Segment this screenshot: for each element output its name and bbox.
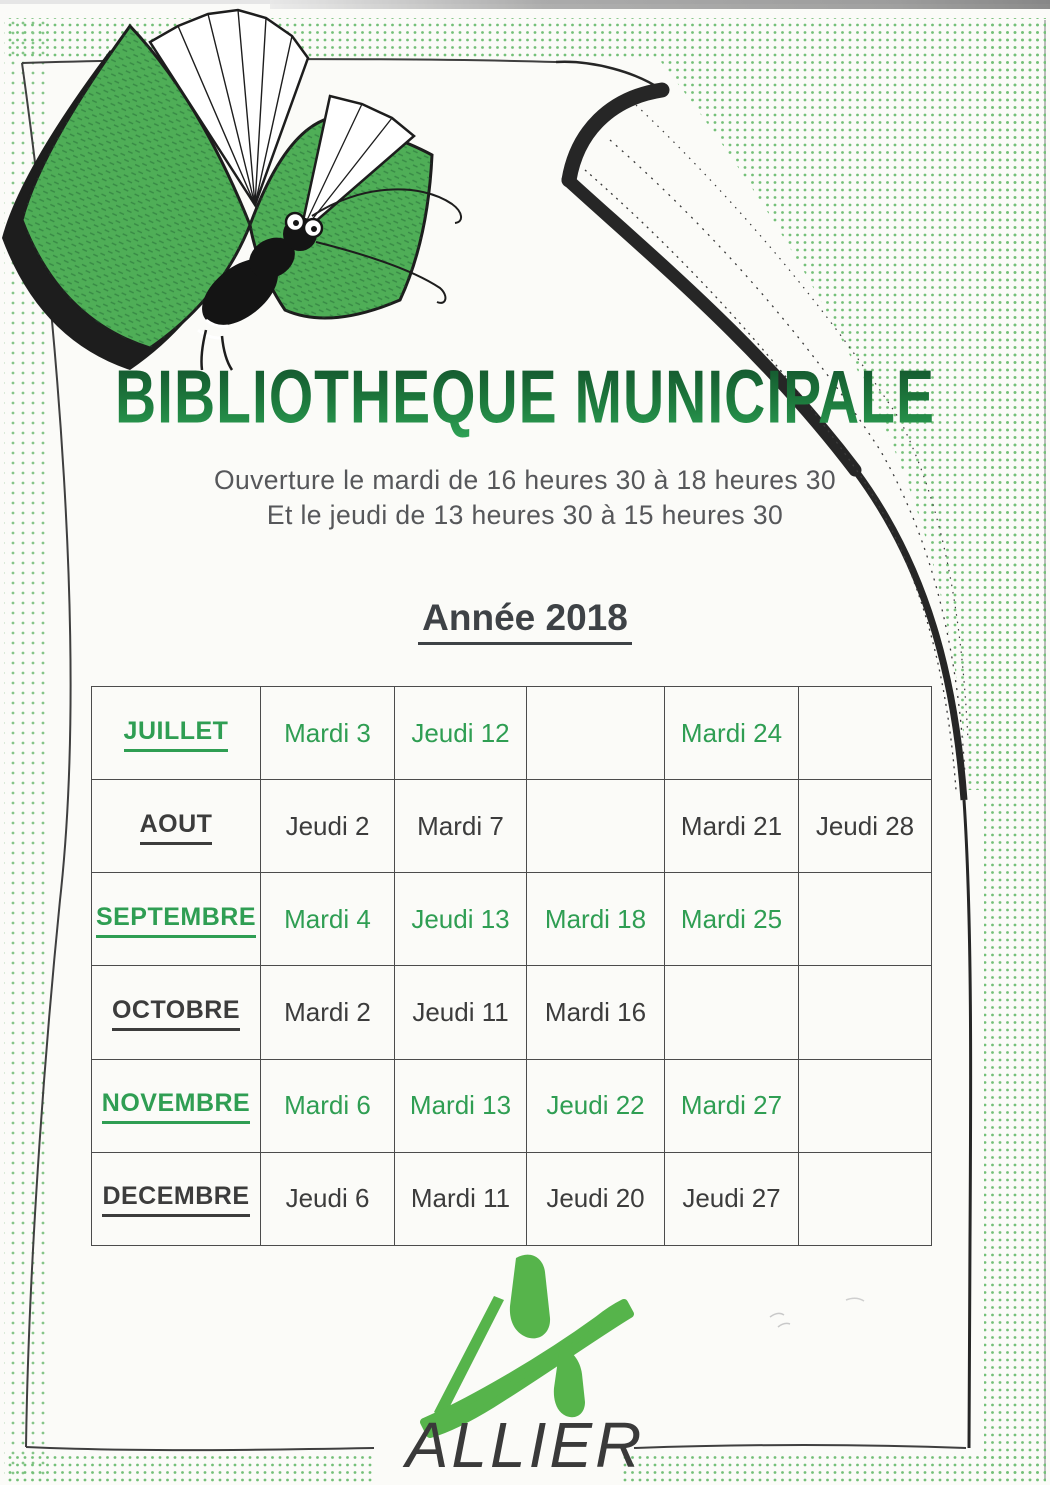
table-row-novembre	[92, 1059, 932, 1152]
date-cell: Mardi 2	[261, 966, 395, 1059]
table-row-decembre	[92, 1152, 932, 1245]
date-cell: Jeudi 2	[261, 780, 395, 873]
month-cell: AOUT	[92, 780, 261, 873]
opening-hours-line-1: Ouverture le mardi de 16 heures 30 à 18 heures 30	[213, 465, 837, 495]
month-cell: SEPTEMBRE	[92, 873, 261, 966]
month-cell: JUILLET	[92, 687, 261, 780]
date-cell	[665, 966, 799, 1059]
date-cell: Mardi 18	[527, 873, 665, 966]
date-cell: Mardi 21	[665, 780, 799, 873]
date-cell: Mardi 24	[665, 687, 799, 780]
allier-logo-text: ALLIER	[405, 1409, 645, 1481]
opening-hours	[0, 463, 1050, 533]
date-cell: Mardi 13	[395, 1059, 527, 1152]
library-title: BIBLIOTHEQUE MUNICIPALE	[0, 354, 1050, 441]
date-cell: Mardi 7	[395, 780, 527, 873]
date-cell	[527, 780, 665, 873]
date-cell	[799, 687, 932, 780]
opening-hours-line-2: Et le jeudi de 13 heures 30 à 15 heures 30	[266, 500, 784, 530]
month-cell: DECEMBRE	[92, 1152, 261, 1245]
date-cell	[799, 1152, 932, 1245]
open-book-illustration	[2, 10, 461, 370]
date-cell: Mardi 4	[261, 873, 395, 966]
date-cell: Jeudi 22	[527, 1059, 665, 1152]
date-cell: Mardi 6	[261, 1059, 395, 1152]
year-heading: Année 2018	[0, 597, 1050, 645]
date-cell: Jeudi 27	[665, 1152, 799, 1245]
table-row-septembre	[92, 873, 932, 966]
month-cell: OCTOBRE	[92, 966, 261, 1059]
date-cell: Jeudi 20	[527, 1152, 665, 1245]
date-cell: Mardi 25	[665, 873, 799, 966]
date-cell: Jeudi 11	[395, 966, 527, 1059]
date-cell: Jeudi 13	[395, 873, 527, 966]
month-cell: NOVEMBRE	[92, 1059, 261, 1152]
table-row-octobre	[92, 966, 932, 1059]
date-cell	[799, 1059, 932, 1152]
table-row-juillet	[92, 687, 932, 780]
date-cell	[799, 873, 932, 966]
date-cell: Jeudi 6	[261, 1152, 395, 1245]
date-cell: Jeudi 12	[395, 687, 527, 780]
date-cell: Mardi 3	[261, 687, 395, 780]
date-cell: Jeudi 28	[799, 780, 932, 873]
date-cell: Mardi 11	[395, 1152, 527, 1245]
date-cell	[527, 687, 665, 780]
date-cell: Mardi 16	[527, 966, 665, 1059]
schedule-table	[91, 686, 932, 1246]
date-cell	[799, 966, 932, 1059]
date-cell: Mardi 27	[665, 1059, 799, 1152]
table-row-aout	[92, 780, 932, 873]
